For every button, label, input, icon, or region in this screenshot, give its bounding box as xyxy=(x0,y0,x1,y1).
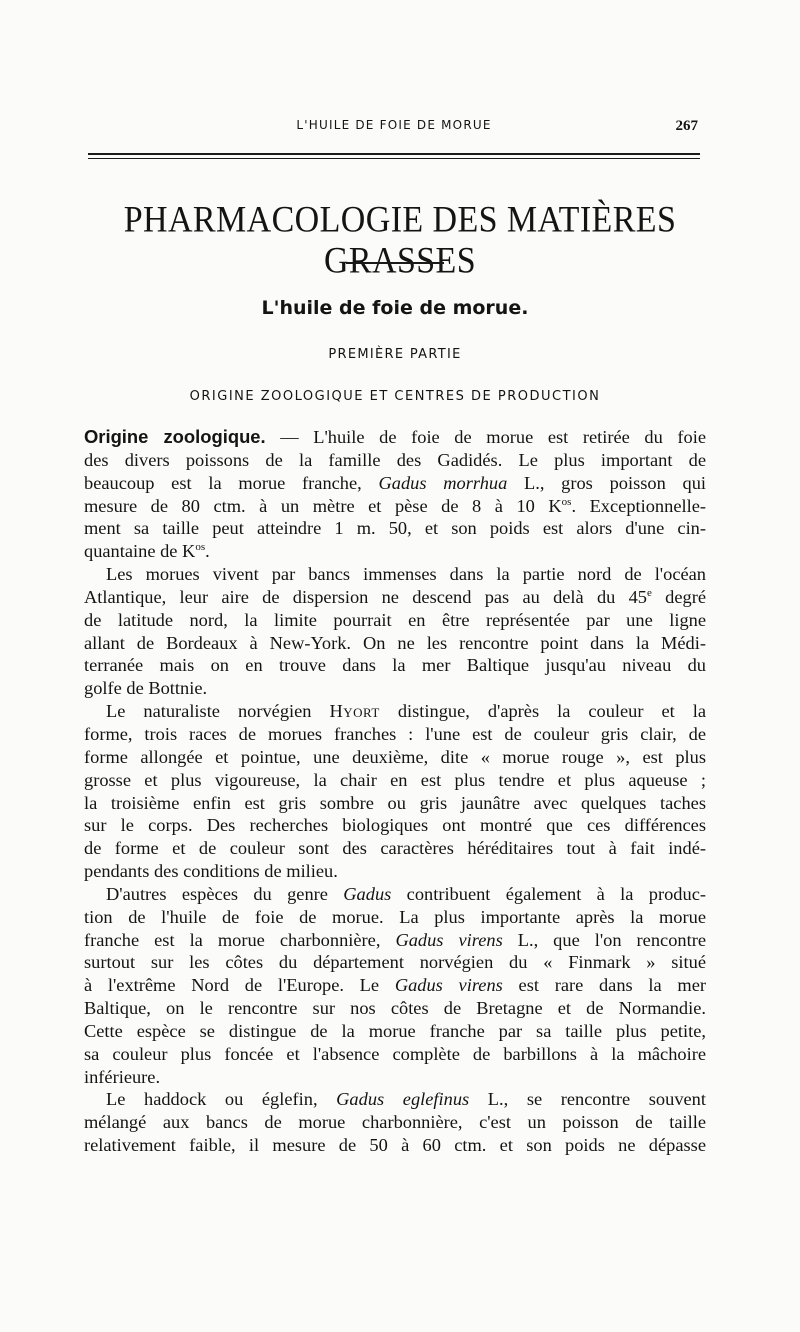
text-line: de forme et de couleur sont des caractères héréditaires tout à fait indé- xyxy=(84,838,706,859)
text-line xyxy=(84,974,706,997)
text-span: degré xyxy=(651,586,706,607)
text-line: surtout sur les côtes du département norvégien du « Finmark » situé xyxy=(84,952,706,973)
text-line: inférieure. xyxy=(84,1066,161,1087)
superscript: e xyxy=(647,586,652,599)
text-line: des divers poissons de la famille des Gadidés. Le plus important de xyxy=(84,449,706,470)
paragraph-1 xyxy=(84,426,706,563)
running-head xyxy=(88,118,700,138)
text-span: contribuent également à la produc- xyxy=(391,883,706,904)
text-span: mesure de 80 ctm. à un mètre et pèse de 8 à 10 K xyxy=(84,495,562,516)
text-span: beaucoup est la morue franche, xyxy=(84,472,379,493)
text-line: pendants des conditions de milieu. xyxy=(84,861,338,882)
page-number: 267 xyxy=(675,118,698,134)
text-span: D'autres espèces du genre xyxy=(106,883,344,904)
header-rule-thick xyxy=(88,153,700,155)
text-line: forme, trois races de morues franches : l'une est de couleur gris clair, de xyxy=(84,723,706,744)
text-line xyxy=(84,472,706,495)
text-span: distingue, d'après la couleur et la xyxy=(379,701,706,722)
text-line xyxy=(84,883,706,906)
paragraph-5 xyxy=(84,1088,706,1157)
text-line: grosse et plus vigoureuse, la chair en est plus tendre et plus aqueuse ; xyxy=(84,769,706,790)
header-rule-thin xyxy=(88,158,700,159)
text-line xyxy=(84,586,706,609)
text-line: Baltique, on le rencontre sur nos côtes de Bretagne et de Normandie. xyxy=(84,998,706,1019)
species-name: Gadus virens xyxy=(395,929,503,950)
text-line: terranée mais on en trouve dans la mer Baltique jusqu'au niveau du xyxy=(84,655,706,676)
text-span: est rare dans la mer xyxy=(502,975,706,996)
text-line xyxy=(84,540,706,563)
text-line: ment sa taille peut atteindre 1 m. 50, et son poids est alors d'une cin- xyxy=(84,518,706,539)
genus-name: Gadus xyxy=(343,883,392,904)
text-line: relativement faible, il mesure de 50 à 60 ctm. et son poids ne dépasse xyxy=(84,1135,706,1156)
superscript: os xyxy=(195,541,206,554)
text-span: — L'huile de foie de morue est retirée du foie xyxy=(265,427,707,447)
species-name: Gadus eglefinus xyxy=(336,1089,470,1110)
superscript: os xyxy=(561,495,572,508)
text-line: de latitude nord, la limite pourrait en être représentée par une ligne xyxy=(84,609,706,630)
text-span: . Exceptionnelle- xyxy=(571,495,706,516)
part-label: PREMIÈRE PARTIE xyxy=(328,347,462,362)
text-line: Les morues vivent par bancs immenses dans la partie nord de l'océan xyxy=(106,564,706,585)
text-line xyxy=(84,426,706,449)
text-line xyxy=(84,495,706,518)
paragraph-2 xyxy=(84,563,706,700)
text-span: L., se rencontre souvent xyxy=(469,1089,706,1110)
author-name: Hyort xyxy=(329,701,380,722)
article-title: L'huile de foie de morue. xyxy=(261,297,529,319)
text-span: L., gros poisson qui xyxy=(507,472,706,493)
text-line: mélangé aux bancs de morue charbonnière, c'est un poisson de taille xyxy=(84,1112,706,1133)
text-line: Cette espèce se distingue de la morue franche par sa taille plus petite, xyxy=(84,1020,706,1041)
text-span: Le haddock ou églefin, xyxy=(106,1089,337,1110)
title-divider xyxy=(346,262,444,264)
text-span: quantaine de K xyxy=(84,541,196,562)
text-line xyxy=(84,700,706,723)
text-span: Le naturaliste norvégien xyxy=(106,701,330,722)
body-text xyxy=(84,426,706,1157)
text-span: L., que l'on rencontre xyxy=(502,929,706,950)
text-line xyxy=(84,1088,706,1111)
text-line: sur le corps. Des recherches biologiques ont montré que ces différences xyxy=(84,815,706,836)
text-span: . xyxy=(205,541,210,562)
species-name: Gadus virens xyxy=(394,975,503,996)
section-heading: ORIGINE ZOOLOGIQUE ET CENTRES DE PRODUCTION xyxy=(189,389,601,404)
text-line: allant de Bordeaux à New-York. On ne les rencontre point dans la Médi- xyxy=(84,632,706,653)
main-title: PHARMACOLOGIE DES MATIÈRES GRASSES xyxy=(123,199,677,281)
text-line: sa couleur plus foncée et l'absence complète de barbillons à la mâchoire xyxy=(84,1043,706,1064)
running-head-title: L'HUILE DE FOIE DE MORUE xyxy=(296,118,492,132)
text-line xyxy=(84,929,706,952)
species-name: Gadus morrhua xyxy=(378,472,508,493)
text-line: la troisième enfin est gris sombre ou gris jaunâtre avec quelques taches xyxy=(84,792,706,813)
text-line: tion de l'huile de foie de morue. La plus importante après la morue xyxy=(84,906,706,927)
text-line: golfe de Bottnie. xyxy=(84,678,208,699)
paragraph-4 xyxy=(84,883,706,1089)
text-span: à l'extrême Nord de l'Europe. Le xyxy=(84,975,395,996)
run-in-heading: Origine zoologique. xyxy=(84,426,266,447)
text-line: forme allongée et pointue, une deuxième, dite « morue rouge », est plus xyxy=(84,746,706,767)
text-span: Atlantique, leur aire de dispersion ne descend pas au delà du 45 xyxy=(84,586,647,607)
text-span: franche est la morue charbonnière, xyxy=(84,929,396,950)
paragraph-3 xyxy=(84,700,706,883)
